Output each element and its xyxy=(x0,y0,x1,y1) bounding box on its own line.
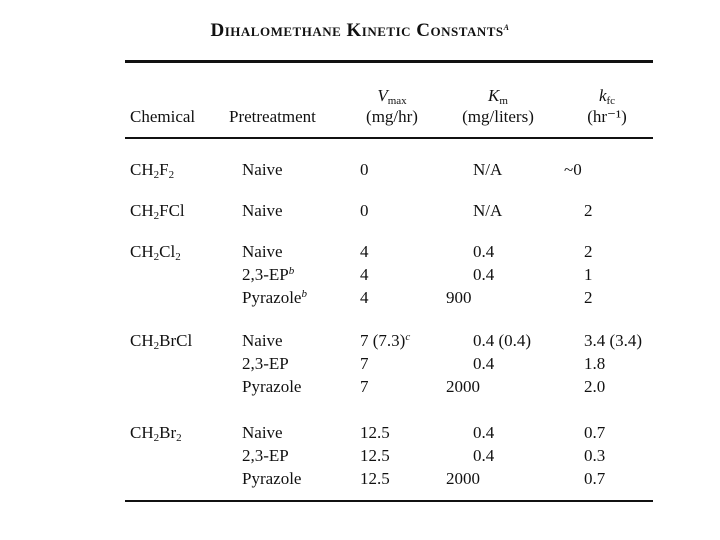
kfc-cell: 0.7 xyxy=(584,423,606,442)
chemical-formula: $CH_2Br_2$ xyxy=(130,423,182,444)
kfc-cell: ~0 xyxy=(564,160,582,179)
pretreatment-cell: Pyrazole$^b$ xyxy=(242,288,307,307)
kfc-cell: 1.8 xyxy=(584,354,606,373)
vmax-cell: 7 $(7.3)^c$ xyxy=(360,331,411,350)
bottom-rule xyxy=(125,500,653,502)
km-cell: 0.4 xyxy=(473,265,495,284)
vmax-cell: 4 xyxy=(360,288,369,307)
km-cell: 0.4 xyxy=(473,423,495,442)
top-rule xyxy=(125,60,653,63)
pretreatment-cell: Naive xyxy=(242,201,283,220)
km-cell: 2000 xyxy=(446,469,480,488)
vmax-cell: 12.5 xyxy=(360,469,390,488)
km-cell: 0.4 xyxy=(473,354,495,373)
header-kfc-units: (hr⁻¹) xyxy=(587,107,627,126)
pretreatment-cell: Naive xyxy=(242,242,283,261)
km-cell: 0.4 xyxy=(473,242,495,261)
km-cell: 0.4 (0.4) xyxy=(473,331,532,350)
table-title-text: Dihalomethane Kinetic Constants xyxy=(210,20,504,41)
title-footnote-mark: a xyxy=(503,19,510,33)
pretreatment-cell: 2,3-EP xyxy=(242,446,289,465)
vmax-cell: 7 xyxy=(360,377,369,396)
vmax-cell: 0 xyxy=(360,201,369,220)
vmax-cell: 12.5 xyxy=(360,423,390,442)
header-vmax-units: (mg/hr) xyxy=(366,107,418,126)
chemical-formula: $CH_2F_2$ xyxy=(130,160,175,181)
kfc-cell: 0.3 xyxy=(584,446,606,465)
kfc-cell: 3.4 (3.4) xyxy=(584,331,643,350)
chemical-formula: $CH_2FCl$ xyxy=(130,201,185,222)
kfc-cell: 2.0 xyxy=(584,377,606,396)
kfc-cell: 0.7 xyxy=(584,469,606,488)
chemical-formula: $CH_2Cl_2$ xyxy=(130,242,181,263)
chemical-formula: $CH_2BrCl$ xyxy=(130,331,193,352)
header-pretreatment: Pretreatment xyxy=(229,107,316,126)
km-cell: N/A xyxy=(473,160,503,179)
header-km: $K_m$ xyxy=(488,86,508,107)
vmax-cell: 7 xyxy=(360,354,369,373)
km-cell: N/A xyxy=(473,201,503,220)
header-chemical: Chemical xyxy=(130,107,196,126)
header-vmax: $V_{max}$ xyxy=(377,86,407,107)
vmax-cell: 12.5 xyxy=(360,446,390,465)
pretreatment-cell: Naive xyxy=(242,331,283,350)
pretreatment-cell: Pyrazole xyxy=(242,377,302,396)
pretreatment-cell: Naive xyxy=(242,160,283,179)
pretreatment-cell: $2,3-EP^b$ xyxy=(242,265,295,284)
kfc-cell: 1 xyxy=(584,265,593,284)
pretreatment-cell: Naive xyxy=(242,423,283,442)
km-cell: 2000 xyxy=(446,377,480,396)
header-kfc: $k_{fc}$ xyxy=(598,86,616,107)
kfc-cell: 2 xyxy=(584,288,593,307)
pretreatment-cell: Pyrazole xyxy=(242,469,302,488)
table-title xyxy=(0,20,720,42)
kfc-cell: 2 xyxy=(584,242,593,261)
vmax-cell: 4 xyxy=(360,242,369,261)
km-cell: 0.4 xyxy=(473,446,495,465)
km-cell: 900 xyxy=(446,288,472,307)
kfc-cell: 2 xyxy=(584,201,593,220)
pretreatment-cell: 2,3-EP xyxy=(242,354,289,373)
vmax-cell: 4 xyxy=(360,265,369,284)
header-km-units: (mg/liters) xyxy=(462,107,534,126)
header-rule xyxy=(125,137,653,139)
vmax-cell: 0 xyxy=(360,160,369,179)
